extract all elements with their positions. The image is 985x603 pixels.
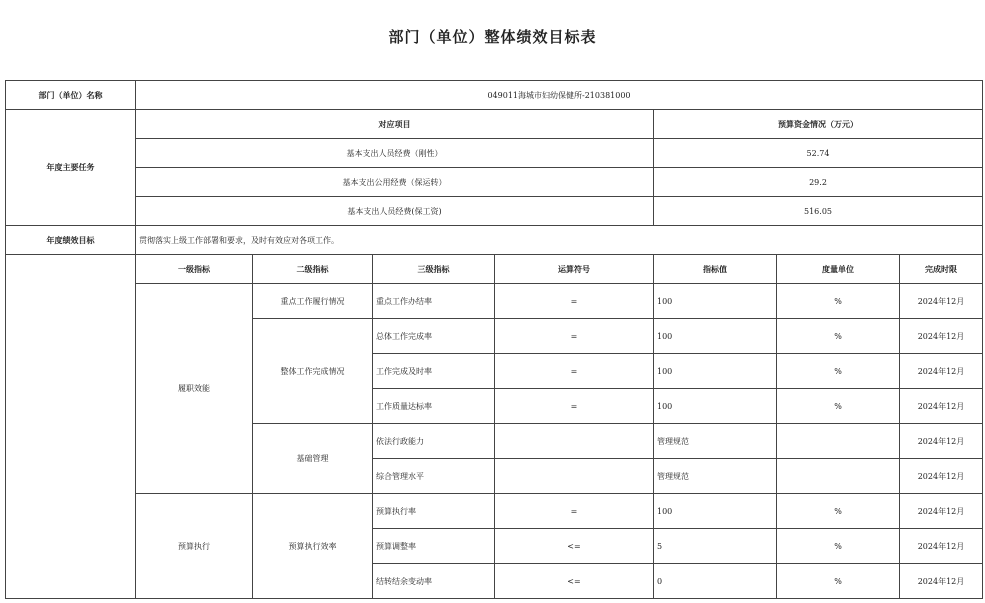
header-deadline: 完成时限: [900, 255, 983, 284]
unit-cell: %: [777, 564, 900, 599]
unit-cell: %: [777, 529, 900, 564]
operator-cell: =: [495, 284, 654, 319]
tasks-header-row: [6, 110, 983, 139]
goal-text: 贯彻落实上级工作部署和要求，及时有效应对各项工作。: [136, 226, 983, 255]
deadline-cell: 2024年12月: [900, 354, 983, 389]
header-level2: 二级指标: [253, 255, 373, 284]
unit-cell: %: [777, 319, 900, 354]
task-row: [6, 139, 983, 168]
performance-table: [5, 80, 983, 599]
deadline-cell: 2024年12月: [900, 529, 983, 564]
unit-cell: [777, 459, 900, 494]
header-value: 指标值: [654, 255, 777, 284]
level2-cell: 基础管理: [253, 424, 373, 494]
indicator-blank-cell: [6, 255, 136, 599]
unit-cell: %: [777, 284, 900, 319]
header-level1: 一级指标: [136, 255, 253, 284]
level3-cell: 预算执行率: [373, 494, 495, 529]
task-project: 基本支出人员经费（刚性）: [136, 139, 654, 168]
value-cell: 100: [654, 354, 777, 389]
level1-cell: 履职效能: [136, 284, 253, 494]
indicator-row: [6, 494, 983, 529]
value-cell: 管理规范: [654, 459, 777, 494]
task-row: [6, 197, 983, 226]
task-project: 基本支出公用经费（保运转）: [136, 168, 654, 197]
level3-cell: 综合管理水平: [373, 459, 495, 494]
dept-label: 部门（单位）名称: [6, 81, 136, 110]
operator-cell: [495, 459, 654, 494]
indicator-header-row: [6, 255, 983, 284]
page-title: 部门（单位）整体绩效目标表: [388, 28, 597, 46]
deadline-cell: 2024年12月: [900, 459, 983, 494]
operator-cell: =: [495, 354, 654, 389]
operator-cell: <=: [495, 564, 654, 599]
task-budget: 29.2: [654, 168, 983, 197]
deadline-cell: 2024年12月: [900, 389, 983, 424]
unit-cell: %: [777, 389, 900, 424]
task-project: 基本支出人员经费(保工资): [136, 197, 654, 226]
value-cell: 100: [654, 284, 777, 319]
value-cell: 管理规范: [654, 424, 777, 459]
header-operator: 运算符号: [495, 255, 654, 284]
value-cell: 5: [654, 529, 777, 564]
deadline-cell: 2024年12月: [900, 284, 983, 319]
dept-row: [6, 81, 983, 110]
level2-cell: 整体工作完成情况: [253, 319, 373, 424]
value-cell: 100: [654, 494, 777, 529]
operator-cell: =: [495, 389, 654, 424]
level3-cell: 重点工作办结率: [373, 284, 495, 319]
header-level3: 三级指标: [373, 255, 495, 284]
level3-cell: 工作完成及时率: [373, 354, 495, 389]
level3-cell: 依法行政能力: [373, 424, 495, 459]
goal-row: [6, 226, 983, 255]
task-row: [6, 168, 983, 197]
task-budget: 52.74: [654, 139, 983, 168]
level2-cell: 预算执行效率: [253, 494, 373, 599]
indicator-row: [6, 284, 983, 319]
goal-label: 年度绩效目标: [6, 226, 136, 255]
operator-cell: <=: [495, 529, 654, 564]
tasks-label: 年度主要任务: [6, 110, 136, 226]
level3-cell: 预算调整率: [373, 529, 495, 564]
deadline-cell: 2024年12月: [900, 564, 983, 599]
value-cell: 100: [654, 319, 777, 354]
level3-cell: 工作质量达标率: [373, 389, 495, 424]
deadline-cell: 2024年12月: [900, 494, 983, 529]
unit-cell: %: [777, 494, 900, 529]
value-cell: 0: [654, 564, 777, 599]
level2-cell: 重点工作履行情况: [253, 284, 373, 319]
dept-value: 049011海城市妇幼保健所-210381000: [136, 81, 983, 110]
operator-cell: [495, 424, 654, 459]
tasks-header-budget: 预算资金情况（万元）: [654, 110, 983, 139]
tasks-header-project: 对应项目: [136, 110, 654, 139]
deadline-cell: 2024年12月: [900, 424, 983, 459]
deadline-cell: 2024年12月: [900, 319, 983, 354]
header-unit: 度量单位: [777, 255, 900, 284]
unit-cell: [777, 424, 900, 459]
level3-cell: 总体工作完成率: [373, 319, 495, 354]
operator-cell: =: [495, 494, 654, 529]
operator-cell: =: [495, 319, 654, 354]
value-cell: 100: [654, 389, 777, 424]
task-budget: 516.05: [654, 197, 983, 226]
level1-cell: 预算执行: [136, 494, 253, 599]
level3-cell: 结转结余变动率: [373, 564, 495, 599]
unit-cell: %: [777, 354, 900, 389]
